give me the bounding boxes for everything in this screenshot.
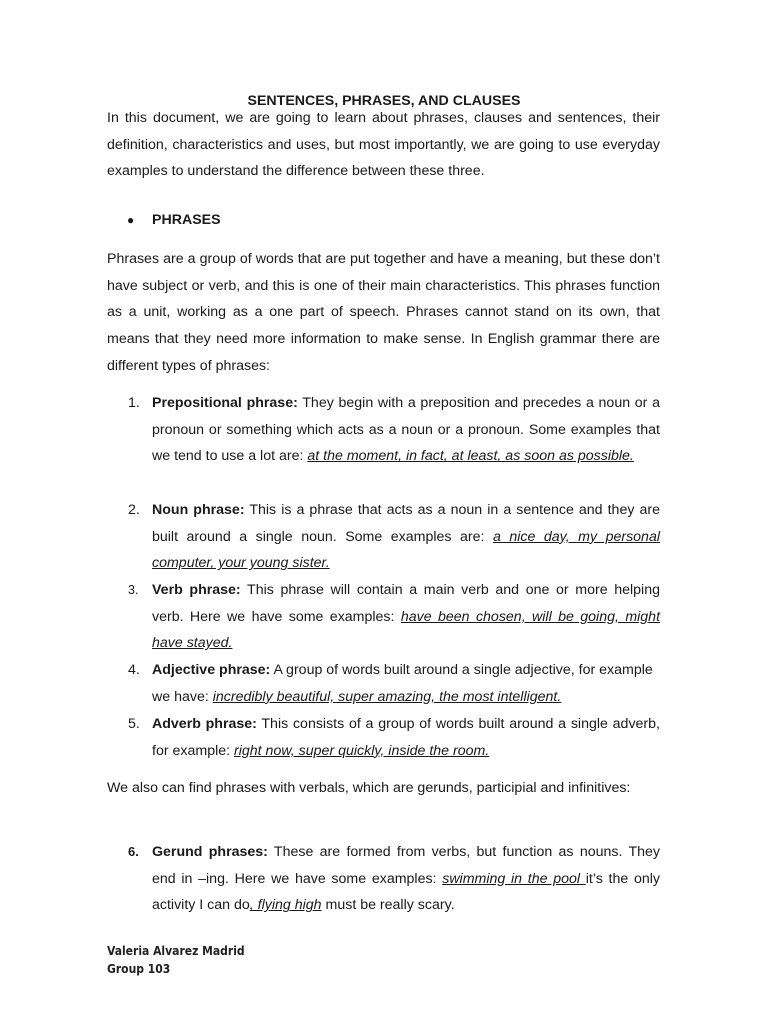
list-text: A group of words built around a single adjective, for example we have: — [152, 662, 653, 705]
list-examples: at the moment, in fact, at least, as soon as possible. — [307, 448, 634, 465]
list-term: Noun phrase: — [152, 502, 245, 518]
footer-group: Group 103 — [107, 962, 171, 976]
list-term: Prepositional phrase: — [152, 395, 298, 411]
list-term: Adjective phrase: — [152, 662, 271, 678]
list-number: 2. — [128, 502, 140, 518]
list-text: They begin with a preposition and precedes a noun or a pronoun or something which acts as a noun or a pronoun. Some examples that we tend to use a lot are: — [152, 395, 660, 465]
list-number: 6. — [128, 844, 139, 859]
list-number: 3. — [128, 583, 139, 597]
section-heading-label: PHRASES — [152, 212, 221, 228]
phrases-paragraph: Phrases are a group of words that are put together and have a meaning, but these don’t have subject or verb, and this is one of their main characteristics. This phrases function as a unit, working as a one part of speech. Phrases cannot stand on its own, that means that they need more information to make sense. In English grammar there are different types of phrases: — [107, 251, 660, 374]
list-item — [128, 577, 661, 657]
intro-paragraph: In this document, we are going to learn about phrases, clauses and sentences, their definition, characteristics and uses, but most importantly, we are going to use everyday examples to understand the difference between these three. — [107, 110, 660, 180]
list-number: 1. — [128, 395, 140, 411]
list-examples: a nice day, my personal computer, your young sister. — [152, 528, 660, 572]
list-item — [128, 390, 660, 470]
list-number: 5. — [128, 716, 140, 732]
list-examples: have been chosen, will be going, might have stayed. — [152, 608, 661, 652]
list-item — [128, 657, 660, 710]
list-term: Gerund phrases: — [152, 844, 268, 860]
list-examples: swimming in the pool — [442, 870, 586, 887]
verbals-paragraph: We also can find phrases with verbals, which are gerunds, participial and infinitives: — [107, 780, 631, 796]
page-title: SENTENCES, PHRASES, AND CLAUSES — [247, 93, 521, 109]
list-examples: right now, super quickly, inside the room. — [234, 742, 490, 759]
footer-author: Valeria Alvarez Madrid — [107, 944, 245, 958]
list-text: This phrase will contain a main verb and one or more helping verb. Here we have some examples: — [152, 582, 660, 625]
list-number: 4. — [128, 662, 140, 678]
list-text: must be really scary. — [321, 897, 455, 914]
list-item — [128, 839, 660, 919]
list-text: These are formed from verbs, but function as nouns. They end in –ing. Here we have some examples: — [152, 844, 660, 887]
list-item — [128, 711, 660, 764]
list-text: it’s the only activity I can do — [152, 870, 660, 914]
list-examples: incredibly beautiful, super amazing, the most intelligent. — [212, 688, 562, 705]
section-heading — [127, 212, 221, 228]
list-term: Verb phrase: — [152, 582, 241, 598]
list-examples: , flying high — [249, 897, 322, 914]
list-text: This consists of a group of words built around a single adverb, for example: — [152, 716, 660, 759]
list-item — [128, 497, 660, 577]
bullet-icon: ● — [127, 213, 135, 227]
list-term: Adverb phrase: — [152, 716, 257, 732]
list-text: This is a phrase that acts as a noun in a sentence and they are built around a single noun. Some examples are: — [152, 502, 660, 545]
